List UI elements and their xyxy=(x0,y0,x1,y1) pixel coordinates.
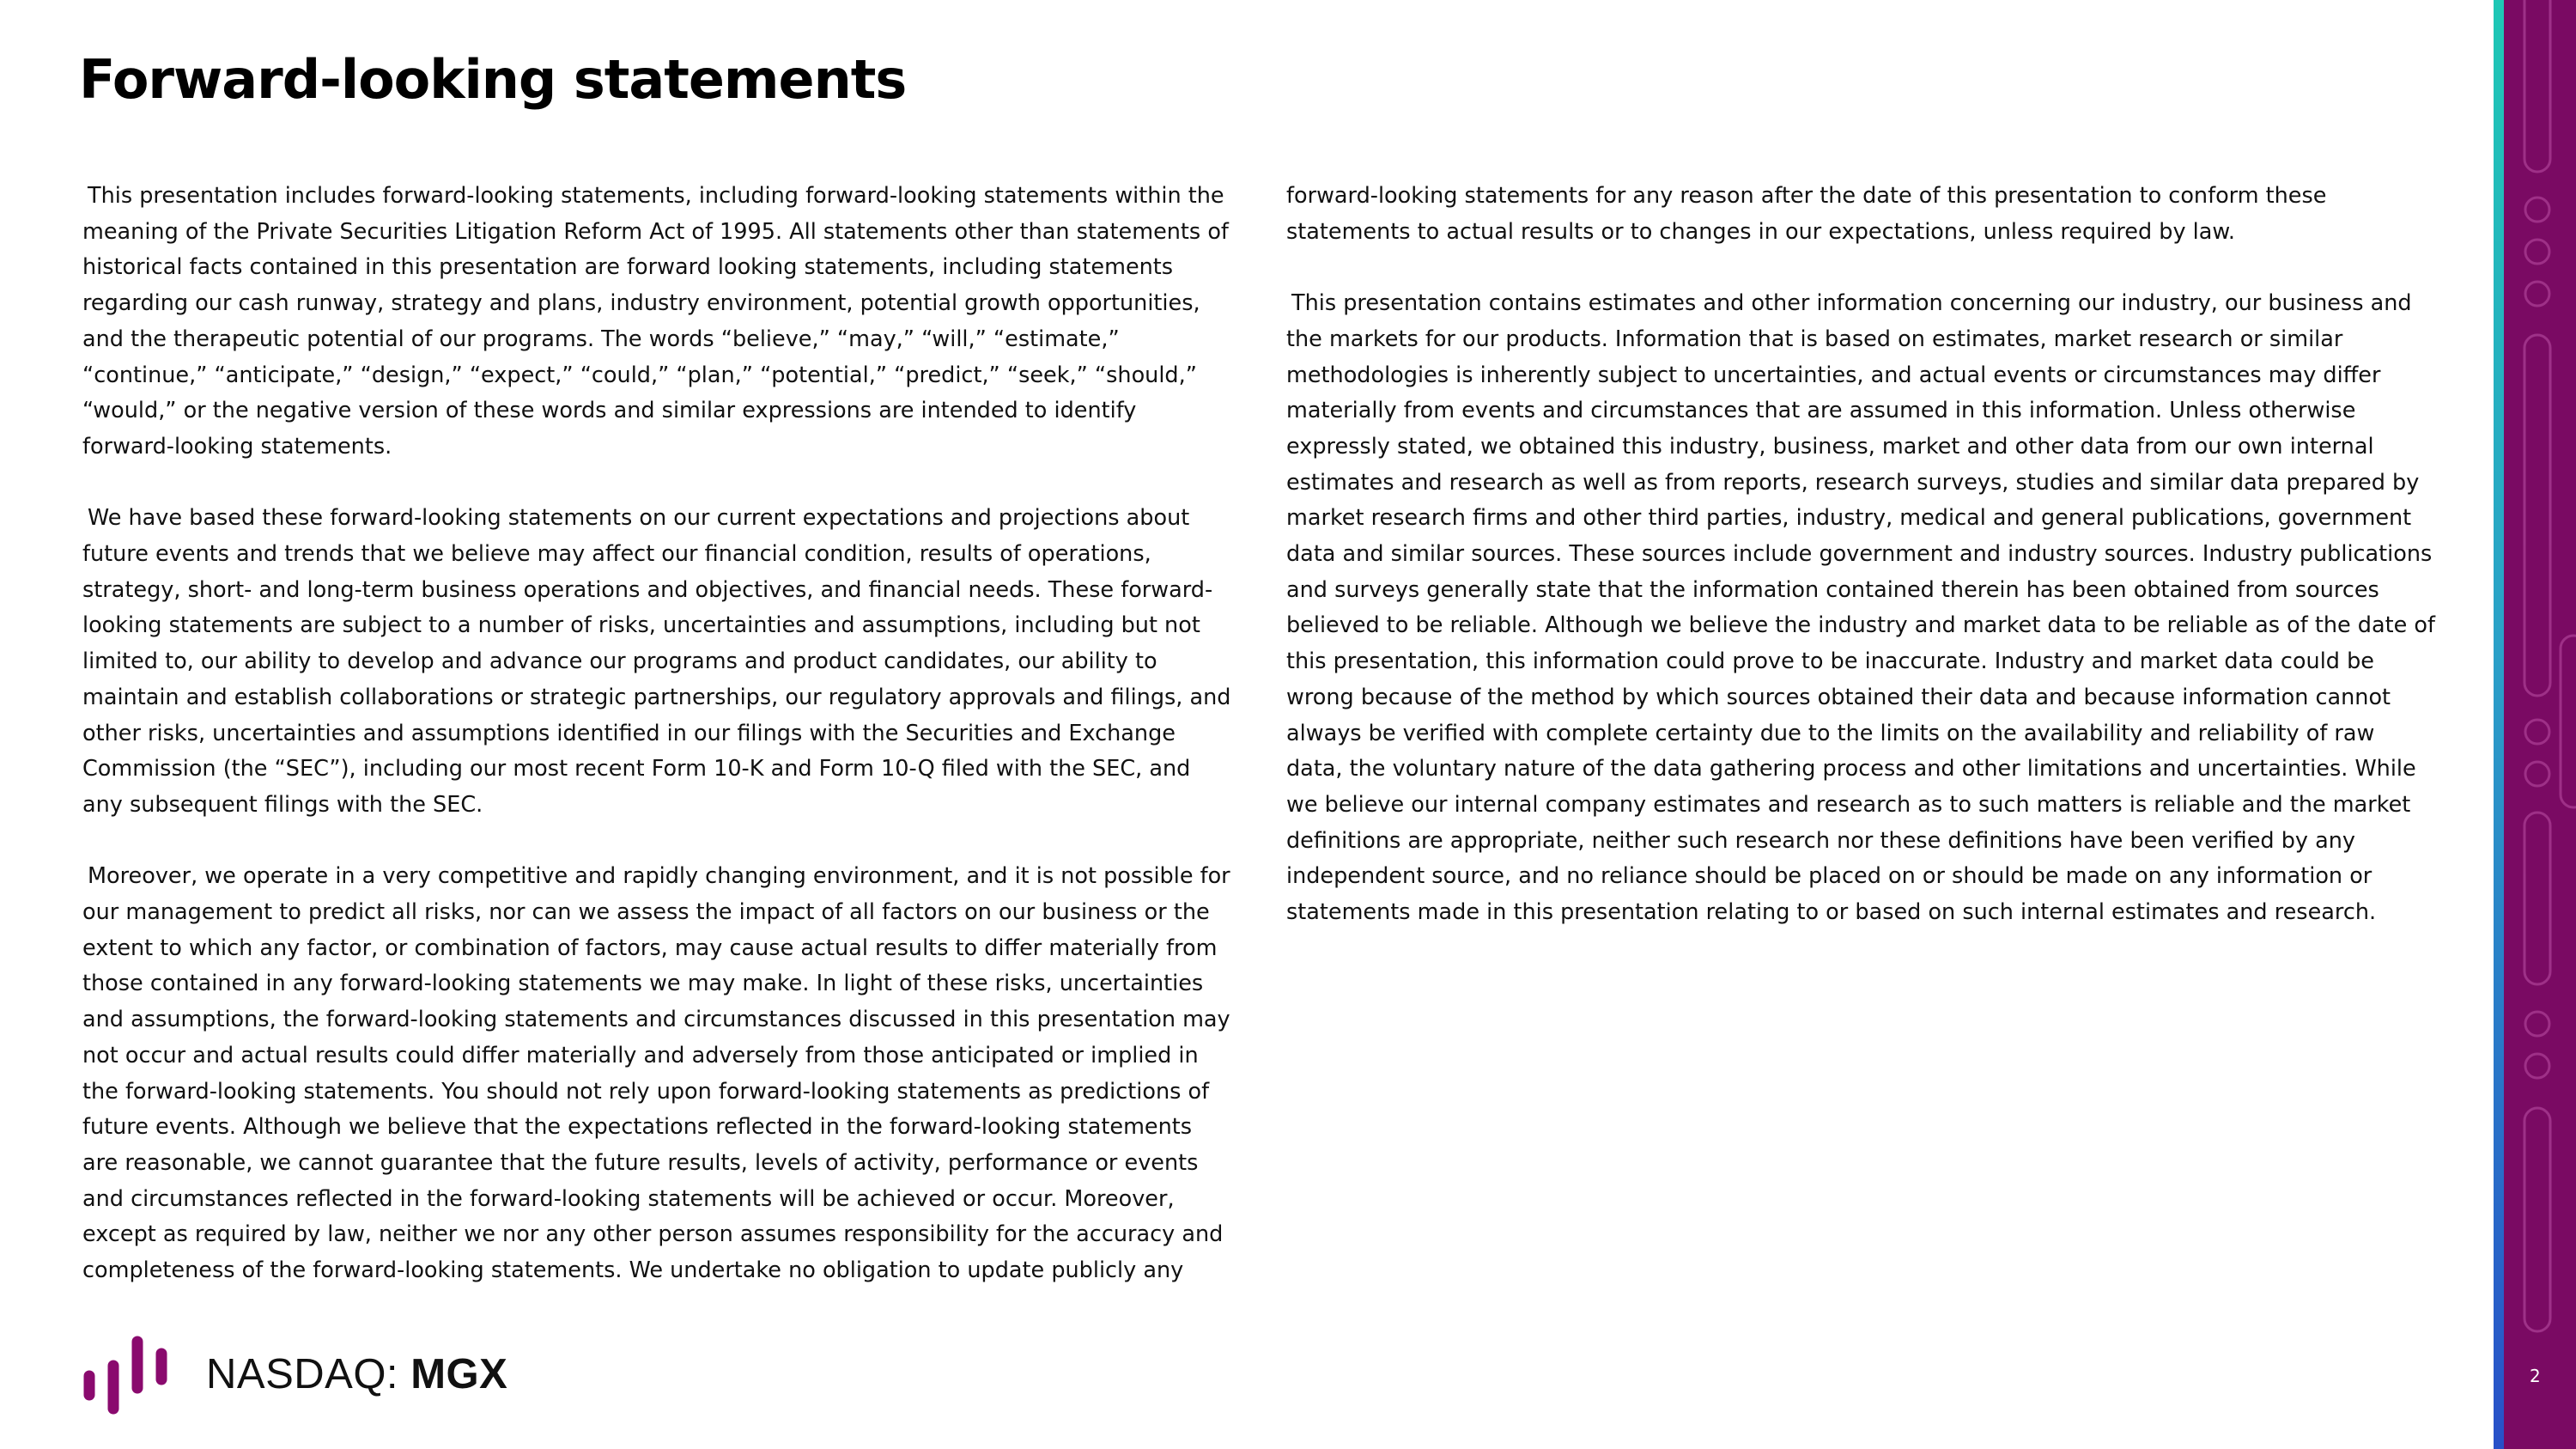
paragraph-forward-looking-intro: This presentation includes forward-looking statements, including forward-looking statements within the meaning of the Private Securities Litigation Reform Act of 1995. All statements other than statements of historical facts contained in this presentation are forward looking statements, including statements regarding our cash runway, strategy and plans, industry environment, potential growth opportunities, and the therapeutic potential of our programs. The words “believe,” “may,” “will,” “estimate,” “continue,” “anticipate,” “design,” “expect,” “could,” “plan,” “potential,” “predict,” “seek,” “should,” “would,” or the negative version of these words and similar expressions are intended to identify forward-looking statements. xyxy=(82,183,1229,460)
ticker-label xyxy=(206,1350,507,1398)
brand-logo-bars-icon xyxy=(81,1333,175,1416)
page-title: Forward-looking statements xyxy=(79,48,907,111)
paragraph-continuation: forward-looking statements for any reason after the date of this presentation to conform these statements to actual results or to changes in our expectations, unless required by law. xyxy=(1286,183,2327,245)
exchange-name: NASDAQ: xyxy=(206,1351,399,1397)
decorative-sidebar-pattern xyxy=(2494,0,2576,1449)
brand-footer xyxy=(81,1333,507,1416)
left-text-column xyxy=(82,179,1233,1289)
ticker-symbol: MGX xyxy=(410,1351,508,1397)
right-text-column xyxy=(1286,179,2437,931)
page-number: 2 xyxy=(2530,1366,2541,1386)
paragraph-competitive-environment: Moreover, we operate in a very competitive and rapidly changing environment, and it is not possible for our management to predict all risks, nor can we assess the impact of all factors on our business or the extent to which any factor, or combination of factors, may cause actual results to differ materially from those contained in any forward-looking statements we may make. In light of these risks, uncertainties and assumptions, the forward-looking statements and circumstances discussed in this presentation may not occur and actual results could differ materially and adversely from those anticipated or implied in the forward-looking statements. You should not rely upon forward-looking statements as predictions of future events. Although we believe that the expectations reflected in the forward-looking statements are reasonable, we cannot guarantee that the future results, levels of activity, performance or events and circumstances reflected in the forward-looking statements will be achieved or occur. Moreover, except as required by law, neither we nor any other person assumes responsibility for the accuracy and completeness of the forward-looking statements. We undertake no obligation to update publicly any xyxy=(82,863,1230,1284)
paragraph-risks-basis: We have based these forward-looking statements on our current expectations and projections about future events and trends that we believe may affect our financial condition, results of operations, strategy, short- and long-term business operations and objectives, and financial needs. These forward-looking statements are subject to a number of risks, uncertainties and assumptions, including but not limited to, our ability to develop and advance our programs and product candidates, our ability to maintain and establish collaborations or strategic partnerships, our regulatory approvals and filings, and other risks, uncertainties and assumptions identified in our filings with the Securities and Exchange Commission (the “SEC”), including our most recent Form 10-K and Form 10-Q filed with the SEC, and any subsequent filings with the SEC. xyxy=(82,505,1231,818)
paragraph-market-data: This presentation contains estimates and other information concerning our industry, our business and the markets for our products. Information that is based on estimates, market research or similar methodologies is inherently subject to uncertainties, and actual events or circumstances may differ materially from events and circumstances that are assumed in this information. Unless otherwise expressly stated, we obtained this industry, business, market and other data from our own internal estimates and research as well as from reports, research surveys, studies and similar data prepared by market research firms and other third parties, industry, medical and general publications, government data and similar sources. These sources include government and industry sources. Industry publications and surveys generally state that the information contained therein has been obtained from sources believed to be reliable. Although we believe the industry and market data to be reliable as of the date of this presentation, this information could prove to be inaccurate. Industry and market data could be wrong because of the method by which sources obtained their data and because information cannot always be verified with complete certainty due to the limits on the availability and reliability of raw data, the voluntary nature of the data gathering process and other limitations and uncertainties. While we believe our internal company estimates and research as to such matters is reliable and the market definitions are appropriate, neither such research nor these definitions have been verified by any independent source, and no reliance should be placed on or should be made on any information or statements made in this presentation relating to or based on such internal estimates and research. xyxy=(1286,290,2435,926)
